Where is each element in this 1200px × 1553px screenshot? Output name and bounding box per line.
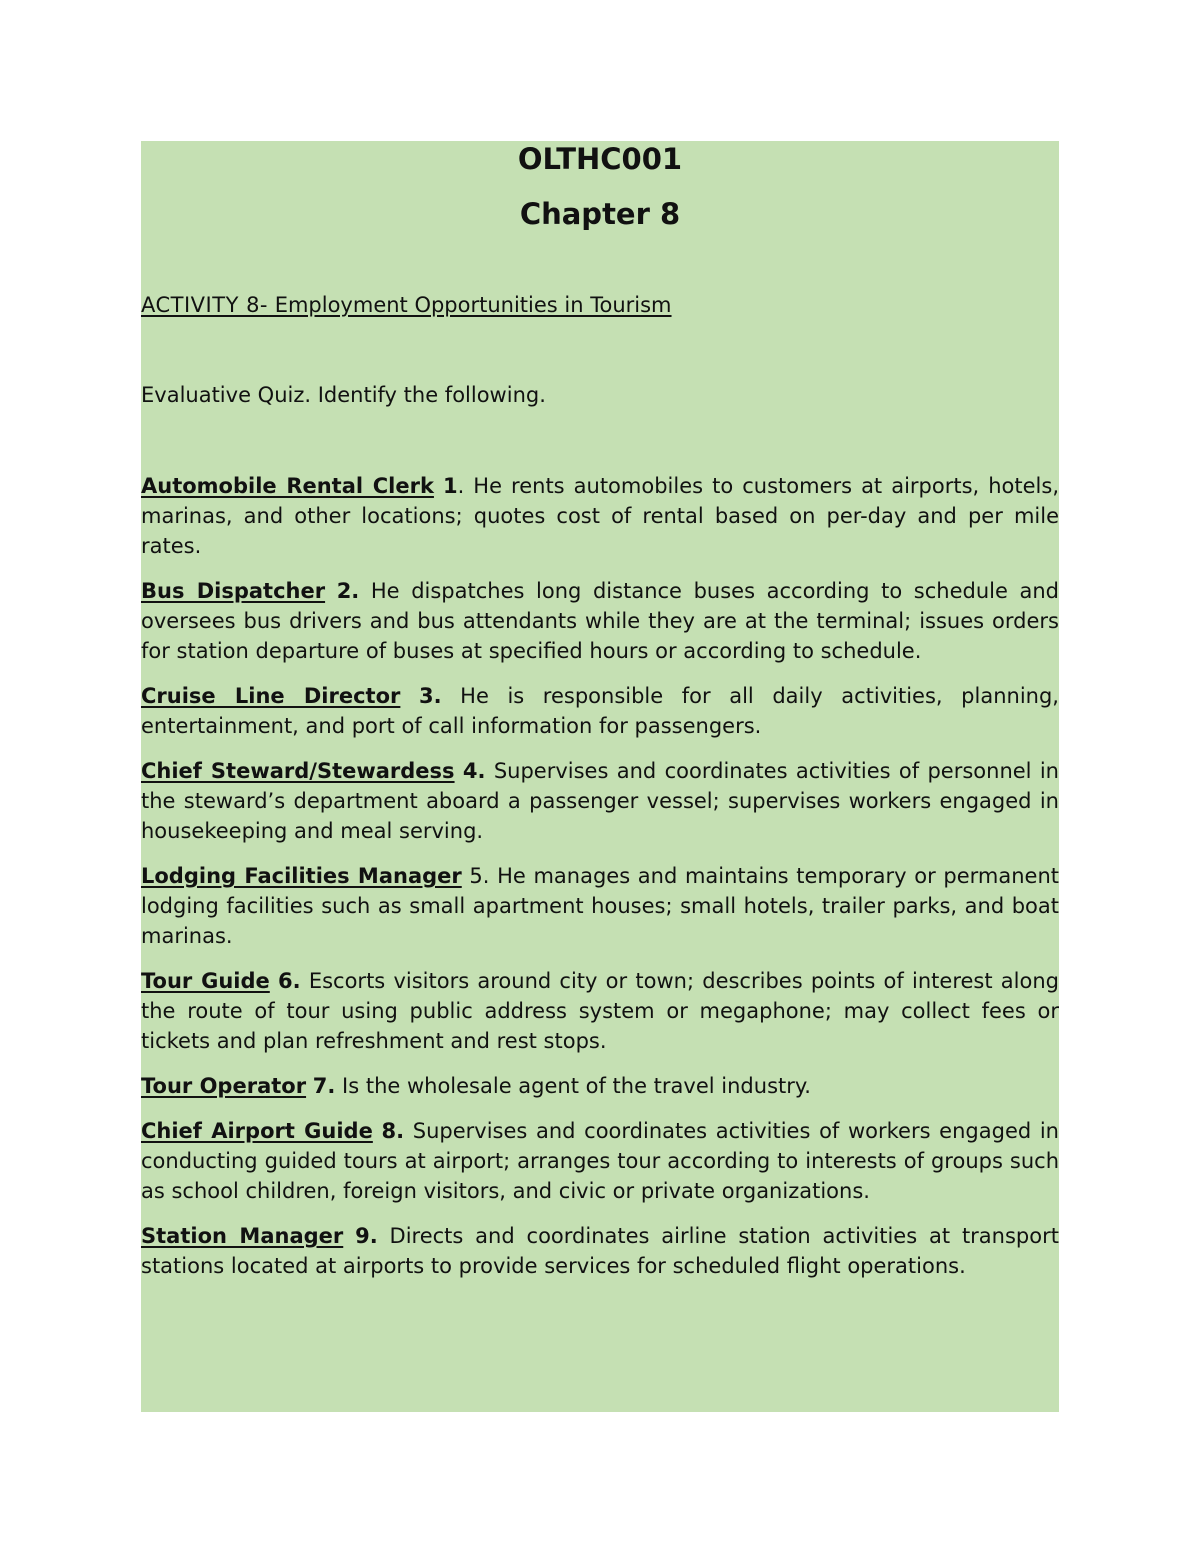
course-code: OLTHC001 bbox=[517, 142, 683, 176]
quiz-item bbox=[141, 1116, 1059, 1206]
item-number: 4. bbox=[462, 759, 486, 783]
item-description: He manages and maintains temporary or permanent lodging facilities such as small apartment houses; small hotels, trailer parks, and boat marinas. bbox=[141, 864, 1059, 948]
item-description: He is responsible for all daily activities, planning, entertainment, and port of call information for passengers. bbox=[141, 684, 1059, 738]
item-description: . He rents automobiles to customers at airports, hotels, marinas, and other locations; quotes cost of rental based on per-day and per mile rates. bbox=[141, 474, 1059, 558]
quiz-items bbox=[141, 471, 1059, 1296]
item-number: 8. bbox=[381, 1119, 405, 1143]
answer-term: Chief Steward/Stewardess bbox=[141, 759, 455, 783]
document-page bbox=[141, 141, 1059, 1412]
quiz-item bbox=[141, 471, 1059, 561]
answer-term: Cruise Line Director bbox=[141, 684, 401, 708]
answer-term: Station Manager bbox=[141, 1224, 344, 1248]
item-number: 5. bbox=[469, 864, 490, 888]
item-number: 9. bbox=[355, 1224, 378, 1248]
activity-lead: ACTIVITY 8- bbox=[141, 293, 269, 317]
quiz-item bbox=[141, 966, 1059, 1056]
quiz-item bbox=[141, 756, 1059, 846]
item-number: 1 bbox=[442, 474, 458, 498]
answer-term: Tour Operator bbox=[141, 1074, 307, 1098]
answer-term: Chief Airport Guide bbox=[141, 1119, 373, 1143]
item-number: 3. bbox=[418, 684, 442, 708]
activity-title: Employment Opportunities in Tourism bbox=[268, 293, 672, 317]
item-number: 2. bbox=[336, 579, 360, 603]
item-description: Escorts visitors around city or town; describes points of interest along the route of tour using public address system or megaphone; may collect fees or tickets and plan refreshment and rest stops. bbox=[141, 969, 1059, 1053]
answer-term: Bus Dispatcher bbox=[141, 579, 326, 603]
item-number: 6. bbox=[278, 969, 301, 993]
item-description: Directs and coordinates airline station activities at transport stations located at airports to provide services for scheduled flight operations. bbox=[141, 1224, 1059, 1278]
item-description: He dispatches long distance buses according to schedule and oversees bus drivers and bus attendants while they are at the terminal; issues orders for station departure of buses at specified hours or according to schedule. bbox=[141, 579, 1059, 663]
activity-heading bbox=[141, 291, 672, 319]
item-number: 7. bbox=[312, 1074, 336, 1098]
quiz-item bbox=[141, 1071, 1059, 1101]
item-description: Supervises and coordinates activities of workers engaged in conducting guided tours at airport; arranges tour according to interests of groups such as school children, foreign visitors, and civic or private organizations. bbox=[141, 1119, 1059, 1203]
item-description: Is the wholesale agent of the travel industry. bbox=[335, 1074, 811, 1098]
quiz-item bbox=[141, 576, 1059, 666]
item-description: Supervises and coordinates activities of personnel in the steward’s department aboard a passenger vessel; supervises workers engaged in housekeeping and meal serving. bbox=[141, 759, 1059, 843]
quiz-item bbox=[141, 1221, 1059, 1281]
answer-term: Tour Guide bbox=[141, 969, 270, 993]
quiz-item bbox=[141, 681, 1059, 741]
answer-term: Lodging Facilities Manager bbox=[141, 864, 462, 888]
quiz-instruction: Evaluative Quiz. Identify the following. bbox=[141, 383, 546, 407]
answer-term: Automobile Rental Clerk bbox=[141, 474, 434, 498]
chapter-title: Chapter 8 bbox=[519, 197, 681, 231]
quiz-item bbox=[141, 861, 1059, 951]
